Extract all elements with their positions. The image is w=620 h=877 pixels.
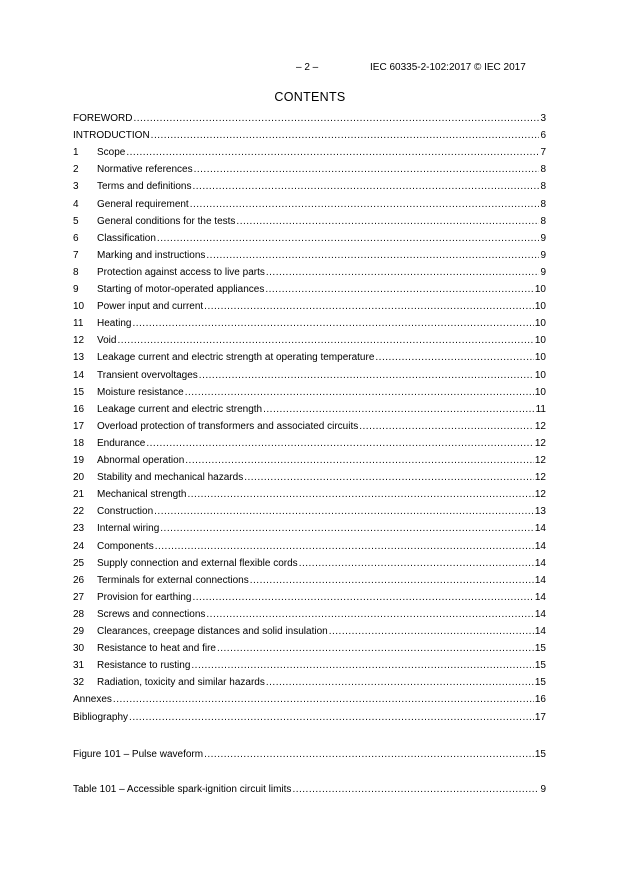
dot-leader bbox=[151, 129, 540, 143]
toc-entry-number: 4 bbox=[73, 198, 79, 210]
toc-entry[interactable] bbox=[73, 369, 546, 383]
toc-entry-number: 29 bbox=[73, 626, 85, 637]
dot-leader bbox=[299, 557, 534, 571]
toc-entry-number: 32 bbox=[73, 677, 85, 689]
toc-entry-label: Heating bbox=[97, 318, 132, 330]
toc-entry[interactable] bbox=[73, 471, 546, 485]
toc-entry-number: 15 bbox=[73, 386, 85, 398]
toc-entry-label: Internal wiring bbox=[97, 523, 160, 535]
toc-entry-number: 5 bbox=[73, 215, 79, 227]
toc-entry-page: 10 bbox=[534, 369, 546, 381]
toc-entry[interactable] bbox=[73, 146, 546, 160]
toc-entry-page: 14 bbox=[534, 523, 546, 535]
toc-entry-page: 10 bbox=[534, 386, 546, 398]
dot-leader bbox=[250, 574, 534, 588]
toc-entry-page: 15 bbox=[534, 749, 546, 760]
toc-entry-number: 19 bbox=[73, 455, 85, 466]
toc-entry[interactable] bbox=[73, 437, 546, 451]
toc-entry-label: Classification bbox=[97, 232, 156, 244]
toc-entry-number: 23 bbox=[73, 523, 85, 535]
toc-entry-number: 7 bbox=[73, 249, 79, 261]
toc-entry[interactable] bbox=[73, 112, 546, 126]
toc-entry-page: 8 bbox=[540, 198, 546, 210]
toc-entry-number: 9 bbox=[73, 284, 79, 295]
toc-entry-number: 24 bbox=[73, 540, 85, 552]
toc-entry-label: Leakage current and electric strength at operating temperature bbox=[97, 352, 375, 364]
dot-leader bbox=[132, 317, 533, 331]
toc-entry-page: 12 bbox=[534, 455, 546, 466]
toc-entry[interactable] bbox=[73, 574, 546, 588]
toc-entry[interactable] bbox=[73, 249, 546, 263]
toc-entry-page: 12 bbox=[534, 472, 546, 484]
toc-entry-label: Construction bbox=[97, 506, 154, 518]
toc-entry-page: 8 bbox=[540, 215, 546, 227]
toc-entry-label: Protection against access to live parts bbox=[97, 266, 265, 278]
toc-entry[interactable] bbox=[73, 163, 546, 177]
toc-entry-label: Starting of motor-operated appliances bbox=[97, 284, 265, 295]
toc-entry-label: Scope bbox=[97, 147, 126, 159]
dot-leader bbox=[206, 608, 533, 622]
toc-entry-number: 6 bbox=[73, 232, 79, 244]
toc-entry-label: General conditions for the tests bbox=[97, 215, 236, 227]
toc-entry[interactable] bbox=[73, 180, 546, 194]
toc-entry-label: FOREWORD bbox=[73, 113, 133, 124]
dot-leader bbox=[146, 437, 534, 451]
toc-entry[interactable] bbox=[73, 488, 546, 502]
toc-entry[interactable] bbox=[73, 283, 546, 297]
toc-entry-page: 15 bbox=[534, 660, 546, 672]
toc-entry-label: Figure 101 – Pulse waveform bbox=[73, 749, 204, 760]
toc-entry-page: 8 bbox=[540, 164, 546, 176]
toc-entry-label: Abnormal operation bbox=[97, 455, 185, 466]
toc-entry-number: 2 bbox=[73, 164, 79, 176]
dot-leader bbox=[204, 748, 534, 762]
toc-entry-page: 13 bbox=[534, 506, 546, 518]
toc-entry-number: 13 bbox=[73, 352, 85, 364]
toc-entry-label: Clearances, creepage distances and solid insulation bbox=[97, 626, 328, 637]
dot-leader bbox=[190, 198, 540, 212]
toc-entry-label: Terms and definitions bbox=[97, 181, 192, 193]
toc-entry-page: 10 bbox=[534, 352, 546, 364]
toc-entry-label: Screws and connections bbox=[97, 608, 206, 620]
toc-entry-label: INTRODUCTION bbox=[73, 130, 150, 142]
toc-entry-number: 20 bbox=[73, 472, 85, 484]
toc-entry-number: 25 bbox=[73, 557, 85, 569]
toc-entry-number: 8 bbox=[73, 266, 79, 278]
toc-entry-page: 3 bbox=[540, 113, 546, 124]
toc-entry-page: 17 bbox=[534, 711, 546, 723]
dot-leader bbox=[206, 249, 539, 263]
toc-entry[interactable] bbox=[73, 300, 546, 314]
toc-entry-label: Overload protection of transformers and associated circuits bbox=[97, 420, 359, 432]
dot-leader bbox=[266, 266, 540, 280]
toc-entry-label: Moisture resistance bbox=[97, 386, 184, 398]
toc-entry-label: Stability and mechanical hazards bbox=[97, 472, 244, 484]
toc-entry[interactable] bbox=[73, 454, 546, 468]
toc-entry-number: 18 bbox=[73, 437, 85, 449]
toc-entry-label: Normative references bbox=[97, 164, 193, 176]
dot-leader bbox=[329, 625, 534, 639]
toc-entry-page: 12 bbox=[534, 420, 546, 432]
toc-entry[interactable] bbox=[73, 420, 546, 434]
toc-entry-label: Supply connection and external flexible cords bbox=[97, 557, 298, 569]
toc-entry[interactable] bbox=[73, 522, 546, 536]
toc-entry-label: Transient overvoltages bbox=[97, 369, 198, 381]
page-number: – 2 – bbox=[296, 62, 319, 73]
toc-entry-label: Power input and current bbox=[97, 301, 204, 313]
toc-entry-number: 28 bbox=[73, 608, 85, 620]
toc-entry[interactable] bbox=[73, 215, 546, 229]
toc-entry-label: Bibliography bbox=[73, 711, 129, 723]
toc-entry-page: 9 bbox=[540, 784, 546, 795]
toc-entry-label: Resistance to heat and fire bbox=[97, 643, 216, 655]
toc-entry-label: Table 101 – Accessible spark-ignition circuit limits bbox=[73, 784, 292, 795]
dot-leader bbox=[236, 215, 539, 229]
dot-leader bbox=[154, 505, 534, 519]
dot-leader bbox=[185, 454, 534, 468]
toc-entry-number: 27 bbox=[73, 591, 85, 603]
toc-entry-number: 30 bbox=[73, 643, 85, 655]
toc-entry[interactable] bbox=[73, 129, 546, 143]
page-header bbox=[0, 62, 620, 76]
toc-entry-page: 10 bbox=[534, 301, 546, 313]
toc-entry[interactable] bbox=[73, 540, 546, 554]
toc-entry[interactable] bbox=[73, 403, 546, 417]
toc-entry-page: 14 bbox=[534, 574, 546, 586]
toc-entry-number: 1 bbox=[73, 147, 79, 159]
toc-entry-label: General requirement bbox=[97, 198, 189, 210]
dot-leader bbox=[133, 112, 539, 126]
toc-entry-page: 15 bbox=[534, 643, 546, 655]
dot-leader bbox=[157, 232, 540, 246]
dot-leader bbox=[217, 642, 534, 656]
toc-entry-page: 10 bbox=[534, 318, 546, 330]
toc-entry-number: 10 bbox=[73, 301, 85, 313]
toc-entry[interactable] bbox=[73, 232, 546, 246]
dot-leader bbox=[375, 351, 533, 365]
dot-leader bbox=[265, 283, 534, 297]
toc-entry-number: 12 bbox=[73, 335, 85, 347]
toc-entry-page: 10 bbox=[534, 284, 546, 295]
dot-leader bbox=[359, 420, 534, 434]
toc-entry-page: 9 bbox=[540, 266, 546, 278]
toc-entry-page: 6 bbox=[540, 130, 546, 142]
toc-entry-page: 8 bbox=[540, 181, 546, 193]
dot-leader bbox=[199, 369, 534, 383]
toc-entry[interactable] bbox=[73, 659, 546, 673]
toc-entry-page: 15 bbox=[534, 677, 546, 689]
dot-leader bbox=[160, 522, 534, 536]
toc-entry-number: 3 bbox=[73, 181, 79, 193]
toc-entry-label: Endurance bbox=[97, 437, 146, 449]
dot-leader bbox=[193, 180, 540, 194]
toc-entry-page: 14 bbox=[534, 591, 546, 603]
toc-entry[interactable] bbox=[73, 676, 546, 690]
toc-entry-number: 11 bbox=[73, 318, 84, 330]
toc-entry[interactable] bbox=[73, 748, 546, 762]
toc-entry-page: 14 bbox=[534, 608, 546, 620]
toc-entry-number: 16 bbox=[73, 403, 85, 415]
toc-entry-page: 11 bbox=[535, 403, 546, 415]
toc-entry-page: 12 bbox=[534, 437, 546, 449]
toc-entry-label: Void bbox=[97, 335, 117, 347]
standard-reference: IEC 60335-2-102:2017 © IEC 2017 bbox=[370, 62, 526, 73]
toc-entry-number: 31 bbox=[73, 660, 85, 672]
dot-leader bbox=[117, 334, 533, 348]
toc-entry-number: 21 bbox=[73, 489, 85, 501]
toc-entry[interactable] bbox=[73, 693, 546, 707]
dot-leader bbox=[155, 540, 534, 554]
toc-entry[interactable] bbox=[73, 642, 546, 656]
toc-entry-label: Resistance to rusting bbox=[97, 660, 191, 672]
dot-leader bbox=[185, 386, 534, 400]
dot-leader bbox=[204, 300, 534, 314]
dot-leader bbox=[126, 146, 539, 160]
dot-leader bbox=[191, 659, 533, 673]
dot-leader bbox=[129, 711, 534, 725]
toc-entry-label: Mechanical strength bbox=[97, 489, 187, 501]
toc-entry-label: Annexes bbox=[73, 694, 112, 706]
toc-entry-label: Leakage current and electric strength bbox=[97, 403, 263, 415]
toc-entry-number: 22 bbox=[73, 506, 85, 518]
toc-entry-number: 17 bbox=[73, 420, 85, 432]
toc-entry-page: 16 bbox=[534, 694, 546, 706]
toc-entry[interactable] bbox=[73, 783, 546, 797]
toc-entry[interactable] bbox=[73, 608, 546, 622]
toc-entry-page: 10 bbox=[534, 335, 546, 347]
toc-entry[interactable] bbox=[73, 351, 546, 365]
page-title: CONTENTS bbox=[274, 90, 346, 104]
dot-leader bbox=[194, 163, 540, 177]
toc-entry[interactable] bbox=[73, 505, 546, 519]
toc-entry[interactable] bbox=[73, 711, 546, 725]
toc-entry-page: 12 bbox=[534, 489, 546, 501]
dot-leader bbox=[292, 783, 539, 797]
dot-leader bbox=[188, 488, 534, 502]
toc-entry-label: Terminals for external connections bbox=[97, 574, 249, 586]
toc-entry-label: Radiation, toxicity and similar hazards bbox=[97, 677, 265, 689]
toc-entry[interactable] bbox=[73, 591, 546, 605]
toc-entry-page: 9 bbox=[540, 249, 546, 261]
toc-entry-page: 9 bbox=[540, 232, 546, 244]
toc-entry-label: Marking and instructions bbox=[97, 249, 206, 261]
dot-leader bbox=[193, 591, 534, 605]
toc-entry[interactable] bbox=[73, 334, 546, 348]
dot-leader bbox=[113, 693, 534, 707]
dot-leader bbox=[263, 403, 535, 417]
toc-entry[interactable] bbox=[73, 557, 546, 571]
toc-entry-page: 14 bbox=[534, 557, 546, 569]
toc-entry-number: 26 bbox=[73, 574, 85, 586]
toc-entry[interactable] bbox=[73, 386, 546, 400]
dot-leader bbox=[266, 676, 534, 690]
toc-entry[interactable] bbox=[73, 317, 546, 331]
dot-leader bbox=[244, 471, 534, 485]
toc-entry-page: 7 bbox=[540, 147, 546, 159]
toc-entry-label: Provision for earthing bbox=[97, 591, 192, 603]
toc-entry-page: 14 bbox=[534, 540, 546, 552]
toc-entry-page: 14 bbox=[534, 626, 546, 637]
toc-entry[interactable] bbox=[73, 198, 546, 212]
toc-entry-label: Components bbox=[97, 540, 154, 552]
toc-entry-number: 14 bbox=[73, 369, 85, 381]
toc-entry[interactable] bbox=[73, 625, 546, 639]
toc-entry[interactable] bbox=[73, 266, 546, 280]
